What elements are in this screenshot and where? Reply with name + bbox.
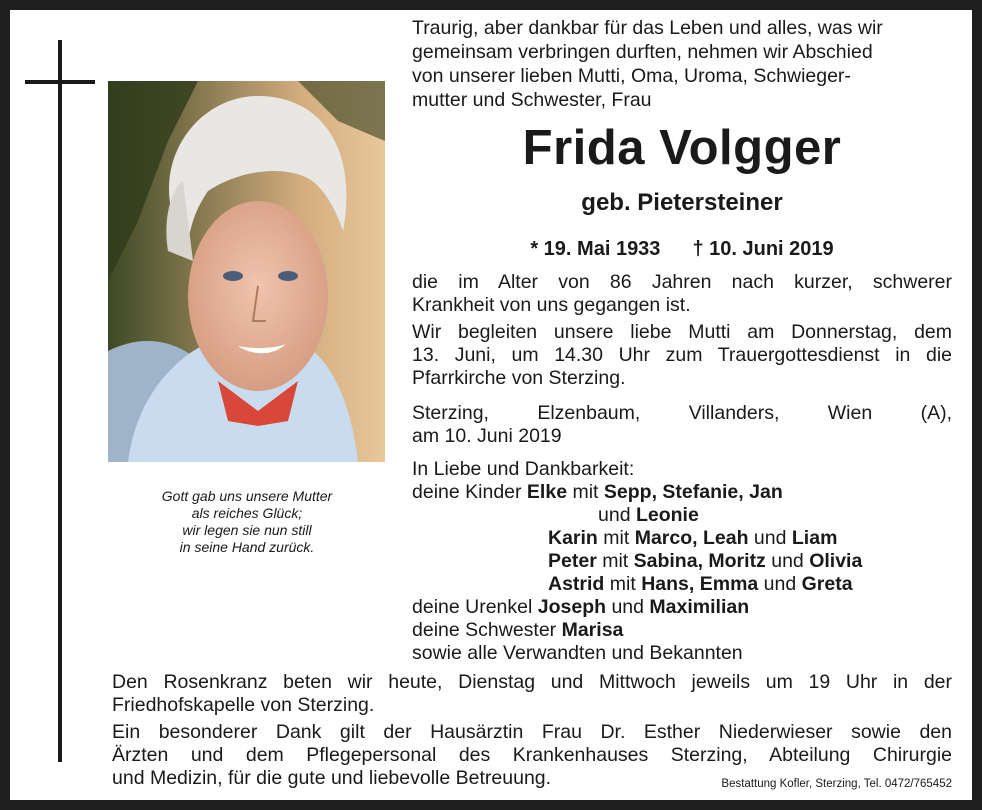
grandchild-name: Stefanie <box>662 481 739 503</box>
partner-name: Sepp <box>603 481 652 503</box>
mourner-line-astrid: Astrid mit Hans, Emma und Greta <box>548 573 853 595</box>
child-name: Astrid <box>548 573 605 595</box>
mourners-heading: In Liebe und Dankbarkeit: <box>412 458 635 480</box>
great-grandchild-name: Maximilian <box>649 596 750 618</box>
grandchild-name: Greta <box>801 573 853 595</box>
place-line: am 10. Juni 2019 <box>412 425 562 447</box>
rosary-line: Den Rosenkranz beten wir heute, Dienstag und Mittwoch jeweils um 19 Uhr in der <box>112 671 952 693</box>
sister-name: Marisa <box>561 619 624 641</box>
mourner-line-schwester <box>412 619 623 642</box>
mourner-line-urenkel <box>412 596 749 619</box>
intro-line: gemeinsam verbringen durften, nehmen wir Abschied <box>412 41 873 63</box>
service-line: Wir begleiten unsere liebe Mutti am Donnerstag, dem <box>412 321 952 343</box>
intro-line: Traurig, aber dankbar für das Leben und alles, was wir <box>412 17 883 39</box>
poem-line: Gott gab uns unsere Mutter <box>161 488 333 504</box>
cross-icon-vertical <box>58 40 62 762</box>
grandchild-name: Moritz <box>708 550 766 572</box>
age-line: Krankheit von uns gegangen ist. <box>412 294 691 316</box>
poem-line: in seine Hand zurück. <box>179 539 315 555</box>
with-word: mit <box>602 550 629 572</box>
with-word: mit <box>609 573 636 595</box>
place-line: Sterzing, Elzenbaum, Villanders, Wien (A), <box>412 402 952 424</box>
intro-line: von unserer lieben Mutti, Oma, Uroma, Schwieger- <box>412 65 851 87</box>
and-word: und <box>753 527 787 549</box>
thanks-line: Ärzten und dem Pflegepersonal des Krankenhauses Sterzing, Abteilung Chirurgie <box>112 744 952 766</box>
grandchild-name: Emma <box>699 573 759 595</box>
schwester-prefix: deine Schwester <box>412 619 557 641</box>
partner-name: Sabina <box>633 550 698 572</box>
thanks-line: und Medizin, für die gute und liebevolle Betreuung. <box>112 767 552 789</box>
mourner-line-karin: Karin mit Marco, Leah und Liam <box>548 527 838 549</box>
death-date: † 10. Juni 2019 <box>692 238 834 260</box>
cross-icon-horizontal <box>25 80 95 84</box>
intro-line: mutter und Schwester, Frau <box>412 89 652 111</box>
child-name: Peter <box>548 550 597 572</box>
relatives-line: sowie alle Verwandten und Bekannten <box>412 642 743 664</box>
and-word: und <box>771 550 804 572</box>
grandchild-name: Olivia <box>809 550 863 572</box>
funeral-home-credit: Bestattung Kofler, Sterzing, Tel. 0472/765452 <box>721 778 952 790</box>
grandchild-name: Liam <box>791 527 838 549</box>
deceased-name: Frida Volgger <box>522 121 842 175</box>
and-word: und <box>598 504 631 526</box>
birth-date: * 19. Mai 1933 <box>530 238 661 260</box>
urenkel-prefix: deine Urenkel <box>412 596 533 618</box>
age-line: die im Alter von 86 Jahren nach kurzer, schwerer <box>412 271 952 293</box>
life-dates <box>412 236 952 262</box>
portrait-photo <box>108 81 385 462</box>
and-word: und <box>611 596 644 618</box>
grandchild-name: Leonie <box>635 504 699 526</box>
with-word: mit <box>603 527 630 549</box>
mourner-line-peter: Peter mit Sabina, Moritz und Olivia <box>548 550 863 572</box>
with-word: mit <box>572 481 599 503</box>
partner-name: Hans <box>641 573 689 595</box>
mourner-line-elke: deine Kinder Elke mit Sepp, Stefanie, Jan <box>412 481 783 503</box>
thanks-line: Ein besonderer Dank gilt der Hausärztin Frau Dr. Esther Niederwieser sowie den <box>112 721 952 743</box>
maiden-name: geb. Pietersteiner <box>581 189 783 216</box>
kinder-prefix: deine Kinder <box>412 481 522 503</box>
grandchild-name: Leah <box>702 527 749 549</box>
child-name: Elke <box>526 481 568 503</box>
rosary-line: Friedhofskapelle von Sterzing. <box>112 694 375 716</box>
child-name: Karin <box>548 527 598 549</box>
mourner-line-elke-cont <box>598 504 699 527</box>
poem-line: wir legen sie nun still <box>182 522 312 538</box>
grandchild-name: Jan <box>749 481 783 503</box>
partner-name: Marco <box>634 527 693 549</box>
service-line: 13. Juni, um 14.30 Uhr zum Trauergottesdienst in die <box>412 344 952 366</box>
poem-line: als reiches Glück; <box>191 505 303 521</box>
service-line: Pfarrkirche von Sterzing. <box>412 367 626 389</box>
and-word: und <box>763 573 797 595</box>
poem <box>112 488 382 556</box>
great-grandchild-name: Joseph <box>537 596 607 618</box>
